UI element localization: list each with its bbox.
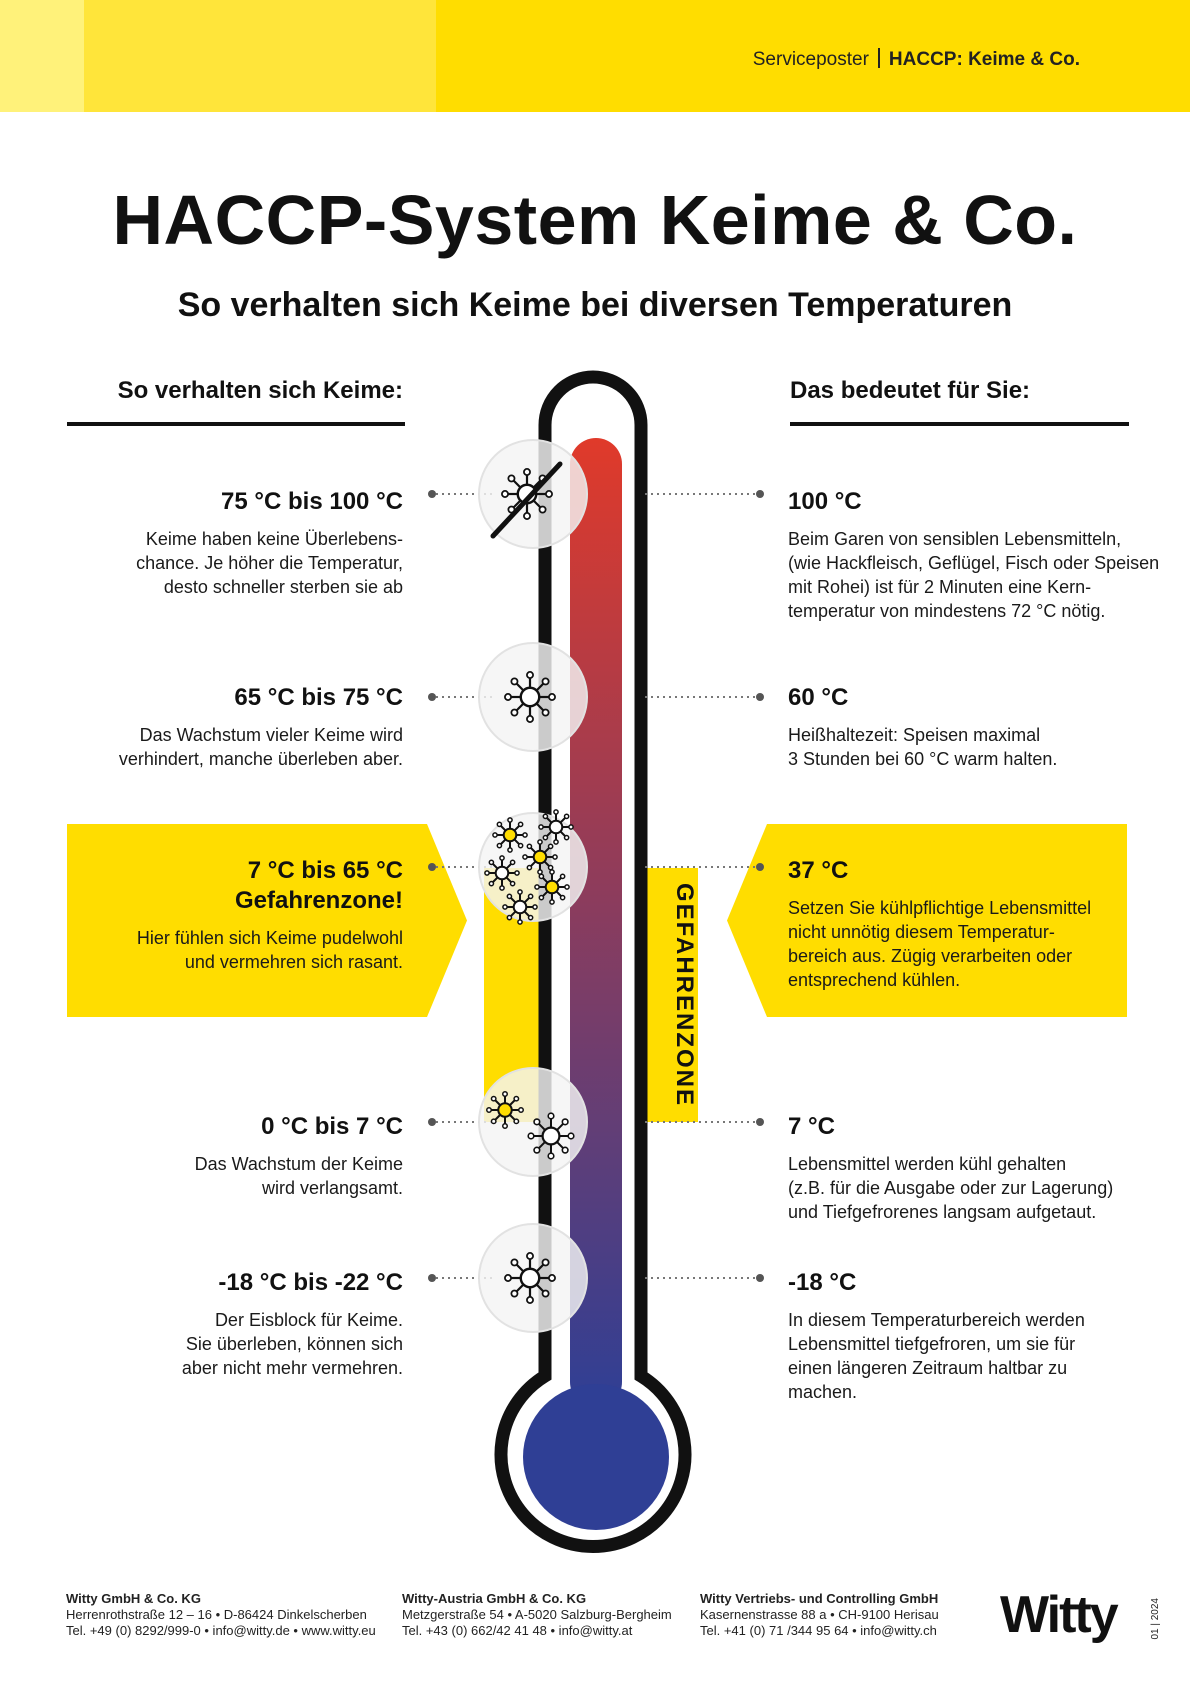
germ-icon — [485, 856, 519, 890]
footer-company-2 — [700, 1591, 939, 1639]
germ-icon — [505, 672, 555, 722]
meaning-text: Setzen Sie kühlpflichtige Lebensmittel nicht unnötig diesem Temperatur- bereich aus. Zügig verarbeiten oder entsprechend kühlen. — [788, 898, 1092, 990]
germ-icon — [487, 1092, 523, 1128]
germ-icon — [502, 469, 552, 519]
page-title: HACCP-System Keime & Co. — [112, 181, 1078, 259]
germ-icon — [479, 1224, 587, 1332]
range-note: Gefahrenzone! — [234, 887, 403, 914]
danger-zone-label: GEFAHRENZONE — [671, 882, 698, 1107]
level-2-behavior — [73, 856, 403, 974]
footer-company-0 — [66, 1591, 376, 1639]
temperature-value: 60 °C — [788, 684, 849, 711]
level-2-meaning — [788, 856, 1178, 992]
edition-date: 01 | 2024 — [1150, 1598, 1161, 1640]
company-name: Witty Vertriebs- und Controlling GmbH — [700, 1591, 939, 1606]
company-name: Witty GmbH & Co. KG — [66, 1591, 201, 1606]
level-1-behavior — [73, 683, 403, 771]
germ-icon — [523, 840, 557, 874]
temperature-value: 100 °C — [788, 488, 862, 515]
temperature-value: -18 °C — [788, 1269, 857, 1296]
page-subtitle: So verhalten sich Keime bei diversen Temperaturen — [177, 286, 1013, 324]
company-contact[interactable]: Tel. +43 (0) 662/42 41 48 • info@witty.at — [402, 1623, 633, 1638]
left-column-heading: So verhalten sich Keime: — [117, 377, 403, 404]
meaning-text: Heißhaltezeit: Speisen maximal 3 Stunden bei 60 °C warm halten. — [788, 725, 1058, 769]
temperature-range: 65 °C bis 75 °C — [234, 684, 403, 711]
level-1-meaning — [788, 683, 1178, 771]
company-address: Metzgerstraße 54 • A-5020 Salzburg-Bergheim — [402, 1607, 672, 1622]
level-4-meaning — [788, 1268, 1178, 1404]
germ-icon — [505, 1253, 555, 1303]
meaning-text: Lebensmittel werden kühl gehalten (z.B. für die Ausgabe oder zur Lagerung) und Tiefgefrorenes langsam aufgetaut. — [788, 1154, 1114, 1222]
temperature-range: 75 °C bis 100 °C — [221, 488, 403, 515]
behavior-text: Das Wachstum der Keime wird verlangsamt. — [194, 1154, 403, 1198]
right-column-heading: Das bedeutet für Sie: — [790, 377, 1031, 404]
meaning-text: In diesem Temperaturbereich werden Lebensmittel tiefgefroren, um sie für einen längeren Zeitraum haltbar zu machen. — [788, 1310, 1085, 1402]
level-3-meaning — [788, 1112, 1178, 1224]
behavior-text: Hier fühlen sich Keime pudelwohl und vermehren sich rasant. — [136, 928, 403, 972]
behavior-text: Keime haben keine Überlebens- chance. Je höher die Temperatur, desto schneller sterben sie ab — [136, 529, 403, 597]
level-0-behavior — [73, 487, 403, 599]
company-name: Witty-Austria GmbH & Co. KG — [402, 1591, 587, 1606]
germ-icon — [479, 643, 587, 751]
germ-icon — [535, 870, 569, 904]
germ-icon — [503, 890, 537, 924]
level-4-behavior — [73, 1268, 403, 1380]
witty-logo: Witty — [1000, 1586, 1117, 1644]
company-address: Herrenrothstraße 12 – 16 • D-86424 Dinkelscherben — [66, 1607, 367, 1622]
company-contact[interactable]: Tel. +49 (0) 8292/999-0 • info@witty.de • www.witty.eu — [66, 1623, 376, 1638]
temperature-value: 7 °C — [788, 1113, 835, 1140]
temperature-value: 37 °C — [788, 857, 849, 884]
company-address: Kasernenstrasse 88 a • CH-9100 Herisau — [700, 1607, 939, 1622]
poster-topic: HACCP: Keime & Co. — [888, 49, 1080, 70]
company-contact[interactable]: Tel. +41 (0) 71 /344 95 64 • info@witty.ch — [700, 1623, 937, 1638]
behavior-text: Das Wachstum vieler Keime wird verhindert, manche überleben aber. — [118, 725, 403, 769]
germ-icon — [539, 810, 573, 844]
temperature-range: 0 °C bis 7 °C — [261, 1113, 403, 1140]
level-0-meaning — [788, 487, 1178, 623]
germ-icon — [528, 1113, 574, 1159]
germ-crossed-icon — [479, 440, 587, 548]
germ-pair-icon — [479, 1068, 587, 1176]
temperature-range: -18 °C bis -22 °C — [218, 1269, 403, 1296]
meaning-text: Beim Garen von sensiblen Lebensmitteln, (wie Hackfleisch, Geflügel, Fisch oder Speisen mit Rohei) ist für 2 Minuten eine Kern- temperatur von mindestens 72 °C nötig. — [788, 529, 1160, 621]
footer-company-1 — [402, 1591, 672, 1639]
temperature-range: 7 °C bis 65 °C — [247, 857, 403, 884]
germ-icon — [493, 818, 527, 852]
behavior-text: Der Eisblock für Keime. Sie überleben, können sich aber nicht mehr vermehren. — [181, 1310, 403, 1378]
level-3-behavior — [73, 1112, 403, 1200]
poster-type: Serviceposter — [752, 49, 869, 70]
